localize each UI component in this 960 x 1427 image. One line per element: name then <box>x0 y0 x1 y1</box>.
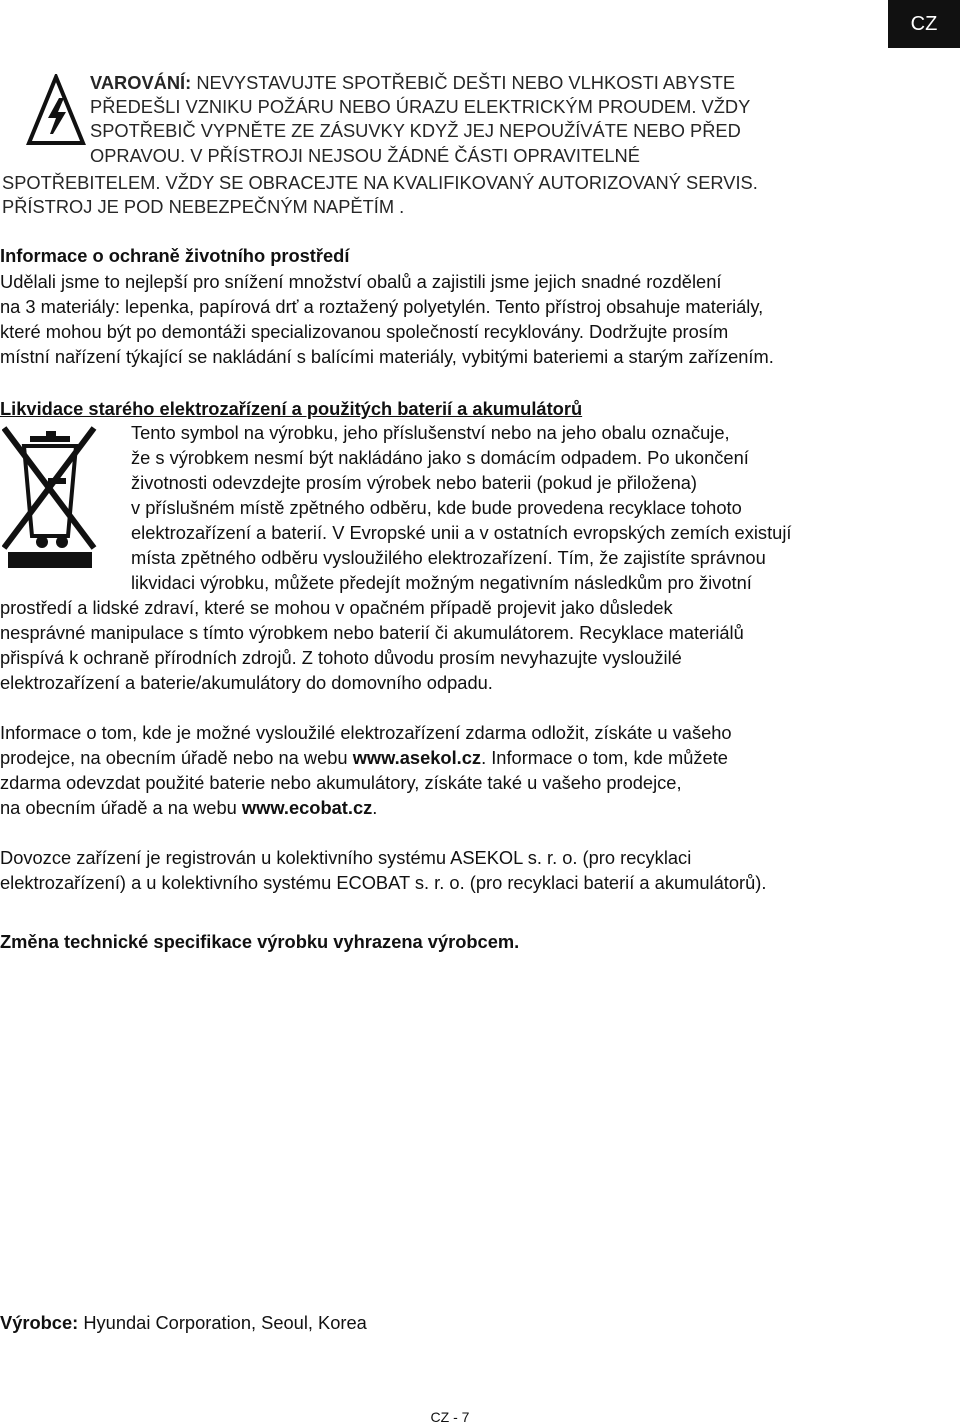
env-line-3: které mohou být po demontáži specializovanou společností recyklovány. Dodržujte prosím <box>0 321 729 342</box>
disposal-line-2: že s výrobkem nesmí být nakládáno jako s domácím odpadem. Po ukončení <box>131 447 749 468</box>
asekol-link[interactable]: www.asekol.cz <box>352 747 482 768</box>
manufacturer-value: Hyundai Corporation, Seoul, Korea <box>78 1312 367 1333</box>
disposal-line-5: elektrozařízení a baterií. V Evropské unii a v ostatních evropských zemích existují <box>131 522 792 543</box>
disposal-line-3: životnosti odevzdejte prosím výrobek nebo baterii (pokud je přiložena) <box>131 472 698 493</box>
disposal-line-7: likvidaci výrobku, můžete předejít možným negativním následkům pro životní <box>131 572 752 593</box>
disposal-line-6: místa zpětného odběru vysloužilého elektrozařízení. Tím, že zajistíte správnou <box>131 547 766 568</box>
warning-line-6: PŘÍSTROJ JE POD NEBEZPEČNÝM NAPĚTÍM . <box>2 196 405 217</box>
disposal-line-9: nesprávné manipulace s tímto výrobkem nebo baterií či akumulátorem. Recyklace materiálů <box>0 622 744 643</box>
info-line-3: zdarma odevzdat použité baterie nebo akumulátory, získáte také u vašeho prodejce, <box>0 772 682 793</box>
importer-line-1: Dovozce zařízení je registrován u kolektivního systému ASEKOL s. r. o. (pro recyklaci <box>0 847 692 868</box>
warning-line-4: OPRAVOU. V PŘÍSTROJI NEJSOU ŽÁDNÉ ČÁSTI OPRAVITELNÉ <box>90 145 640 166</box>
disposal-line-4: v příslušném místě zpětného odběru, kde bude provedena recyklace tohoto <box>131 497 742 518</box>
crossed-out-bin-icon <box>2 424 98 572</box>
electric-shock-warning-icon <box>26 74 86 146</box>
info-line-4: na obecním úřadě a na webu www.ecobat.cz. <box>0 797 378 818</box>
warning-line-5: SPOTŘEBITELEM. VŽDY SE OBRACEJTE NA KVALIFIKOVANÝ AUTORIZOVANÝ SERVIS. <box>2 172 758 193</box>
info-line-1: Informace o tom, kde je možné vysloužilé elektrozařízení zdarma odložit, získáte u vašeho <box>0 722 732 743</box>
disposal-line-10: přispívá k ochraně přírodních zdrojů. Z tohoto důvodu prosím nevyhazujte vysloužilé <box>0 647 682 668</box>
disposal-line-1: Tento symbol na výrobku, jeho příslušenství nebo na jeho obalu označuje, <box>131 422 730 443</box>
ecobat-link[interactable]: www.ecobat.cz <box>241 797 373 818</box>
language-tab: CZ <box>888 0 960 48</box>
warning-label: VAROVÁNÍ: <box>90 72 192 93</box>
disposal-line-11: elektrozařízení a baterie/akumulátory do domovního odpadu. <box>0 672 493 693</box>
manufacturer-line <box>0 1310 367 1335</box>
env-line-4: místní nařízení týkající se nakládání s balícími materiály, vybitými bateriemi a starým zařízením. <box>0 346 774 367</box>
manufacturer-label: Výrobce: <box>0 1312 79 1333</box>
env-line-2: na 3 materiály: lepenka, papírová drť a roztažený polyetylén. Tento přístroj obsahuje materiály, <box>0 296 764 317</box>
disposal-line-8: prostředí a lidské zdraví, které se mohou v opačném případě projevit jako důsledek <box>0 597 673 618</box>
warning-line-2: PŘEDEŠLI VZNIKU POŽÁRU NEBO ÚRAZU ELEKTRICKÝM PROUDEM. VŽDY <box>90 96 751 117</box>
warning-line-3: SPOTŘEBIČ VYPNĚTE ZE ZÁSUVKY KDYŽ JEJ NEPOUŽÍVÁTE NEBO PŘED <box>90 120 741 141</box>
disposal-heading: Likvidace starého elektrozařízení a použitých baterií a akumulátorů <box>0 398 583 419</box>
page-number: CZ - 7 <box>430 1409 470 1425</box>
info-line-2: prodejce, na obecním úřadě nebo na webu www.asekol.cz. Informace o tom, kde můžete <box>0 747 728 768</box>
spec-change-notice: Změna technické specifikace výrobku vyhrazena výrobcem. <box>0 931 520 952</box>
env-line-1: Udělali jsme to nejlepší pro snížení množství obalů a zajistili jsme jejich snadné rozdělení <box>0 271 722 292</box>
env-heading: Informace o ochraně životního prostředí <box>0 245 350 266</box>
importer-line-2: elektrozařízení) a u kolektivního systému ECOBAT s. r. o. (pro recyklaci baterií a akumulátorů). <box>0 872 767 893</box>
warning-line-1: VAROVÁNÍ: NEVYSTAVUJTE SPOTŘEBIČ DEŠTI NEBO VLHKOSTI ABYSTE <box>90 72 736 93</box>
